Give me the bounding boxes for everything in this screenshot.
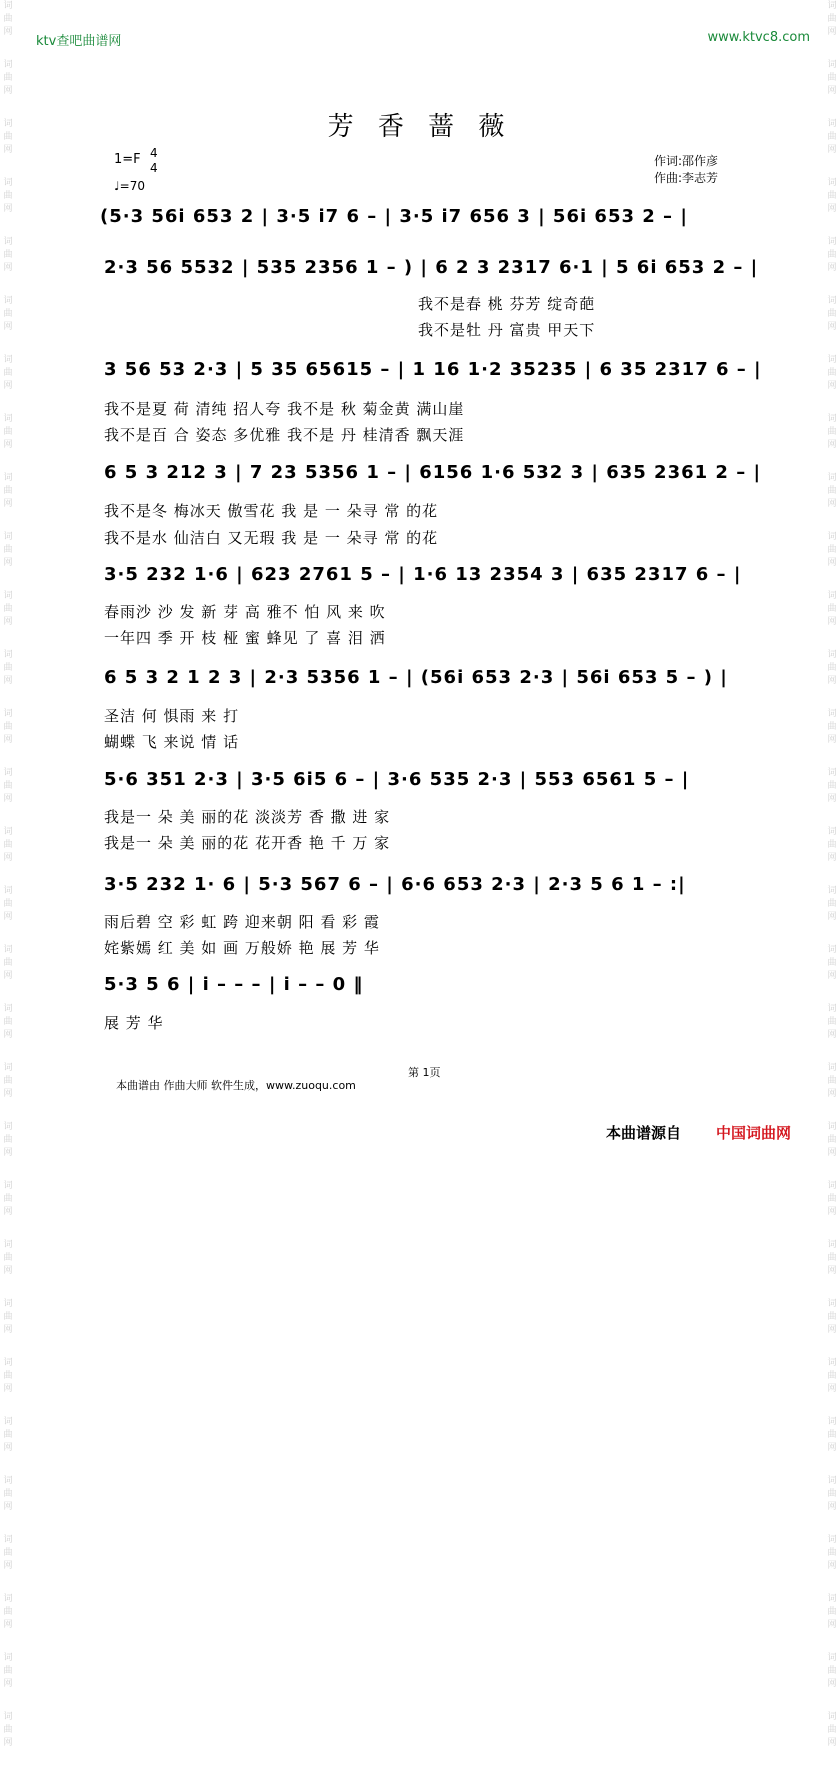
- lyric-row-9-verse-1: 展 芳 华: [104, 1014, 164, 1032]
- lyricist: 作词:邵作彦: [654, 154, 719, 168]
- key-signature: 1=F: [114, 152, 141, 167]
- score-row-5: 3·5 232 1·6 | 623 2761 5 – | 1·6 13 2354 3 | 635 2317 6 – |: [104, 564, 742, 585]
- lyric-row-6-verse-2: 蝴蝶 飞 来说 情 话: [104, 733, 240, 751]
- quarter-note-icon: ♩: [114, 179, 120, 193]
- lyric-row-4-verse-1: 我不是冬 梅冰天 傲雪花 我 是 一 朵寻 常 的花: [104, 502, 439, 520]
- site-link-left[interactable]: ktv查吧曲谱网: [36, 34, 122, 49]
- score-row-2: 2·3 56 5532 | 535 2356 1 – ) | 6 2 3 2317 6·1 | 5 6i 653 2 – |: [104, 257, 759, 278]
- lyric-row-8-verse-2: 姹紫嫣 红 美 如 画 万般娇 艳 展 芳 华: [104, 939, 380, 957]
- score-row-9: 5·3 5 6 | i – – – | i – – 0 ‖: [104, 974, 364, 995]
- score-row-6: 6 5 3 2 1 2 3 | 2·3 5356 1 – | (56i 653 2·3 | 56i 653 5 – ) |: [104, 667, 728, 688]
- lyric-row-2-verse-1: 我不是春 桃 芬芳 绽奇葩: [418, 295, 596, 313]
- score-row-4: 6 5 3 212 3 | 7 23 5356 1 – | 6156 1·6 532 3 | 635 2361 2 – |: [104, 462, 762, 483]
- time-signature-top: 4: [150, 146, 158, 160]
- lyric-row-5-verse-2: 一年四 季 开 枝 桠 蜜 蜂见 了 喜 泪 洒: [104, 629, 386, 647]
- tempo-marking: [114, 179, 145, 193]
- left-watermark-strip: 词 曲 网 词 曲 网 词 曲 网 词 曲 网 词 曲 网 词 曲 网 词 曲 网 词 曲 网 词 曲 网 词 曲 网 词 曲 网 词 曲 网 词 曲 网 词 曲 网 词 曲 网 词 曲 网 词 曲 网 词 曲 网 词 曲 网 词 曲 网 词 曲 网 词 曲 网 词 曲 网 词 曲 网 词 曲 网 词 曲 网 词 曲 网 词 曲 网 词 曲 网 词 曲 网: [3, 1, 13, 1748]
- score-row-1: (5·3 56i 653 2 | 3·5 i7 6 – | 3·5 i7 656 3 | 56i 653 2 – |: [100, 206, 688, 227]
- score-row-3: 3 56 53 2·3 | 5 35 65615 – | 1 16 1·2 35235 | 6 35 2317 6 – |: [104, 359, 762, 380]
- site-link-right[interactable]: www.ktvc8.com: [707, 30, 810, 45]
- page-number: 第 1页: [408, 1066, 441, 1079]
- lyric-row-3-verse-2: 我不是百 合 姿态 多优雅 我不是 丹 桂清香 飘天涯: [104, 426, 465, 444]
- lyric-row-3-verse-1: 我不是夏 荷 清纯 招人夸 我不是 秋 菊金黄 满山崖: [104, 400, 465, 418]
- score-row-7: 5·6 351 2·3 | 3·5 6i5 6 – | 3·6 535 2·3 | 553 6561 5 – |: [104, 769, 690, 790]
- lyric-row-8-verse-1: 雨后碧 空 彩 虹 跨 迎来朝 阳 看 彩 霞: [104, 913, 380, 931]
- lyric-row-2-verse-2: 我不是牡 丹 富贵 甲天下: [418, 321, 596, 339]
- lyric-row-7-verse-1: 我是一 朵 美 丽的花 淡淡芳 香 撒 进 家: [104, 808, 391, 826]
- lyric-row-4-verse-2: 我不是水 仙洁白 又无瑕 我 是 一 朵寻 常 的花: [104, 529, 439, 547]
- time-signature: [150, 146, 158, 176]
- source-site-link[interactable]: 中国词曲网: [716, 1124, 792, 1142]
- score-row-8: 3·5 232 1· 6 | 5·3 567 6 – | 6·6 653 2·3 | 2·3 5 6 1 – :|: [104, 874, 686, 895]
- source-label: 本曲谱源自: [606, 1124, 682, 1142]
- right-watermark-strip: 词 曲 网 词 曲 网 词 曲 网 词 曲 网 词 曲 网 词 曲 网 词 曲 网 词 曲 网 词 曲 网 词 曲 网 词 曲 网 词 曲 网 词 曲 网 词 曲 网 词 曲 网 词 曲 网 词 曲 网 词 曲 网 词 曲 网 词 曲 网 词 曲 网 词 曲 网 词 曲 网 词 曲 网 词 曲 网 词 曲 网 词 曲 网 词 曲 网 词 曲 网 词 曲 网: [827, 1, 837, 1748]
- composer: 作曲:李志芳: [654, 171, 719, 185]
- lyric-row-7-verse-2: 我是一 朵 美 丽的花 花开香 艳 千 万 家: [104, 834, 391, 852]
- tempo-value: =70: [119, 179, 145, 193]
- lyric-row-5-verse-1: 春雨沙 沙 发 新 芽 高 雅不 怕 风 来 吹: [104, 603, 386, 621]
- lyric-row-6-verse-1: 圣洁 何 惧雨 来 打: [104, 707, 240, 725]
- time-signature-bottom: 4: [150, 161, 158, 175]
- song-title: 芳 香 蔷 薇: [327, 112, 513, 142]
- generator-note: 本曲谱由 作曲大师 软件生成，www.zuoqu.com: [116, 1079, 356, 1092]
